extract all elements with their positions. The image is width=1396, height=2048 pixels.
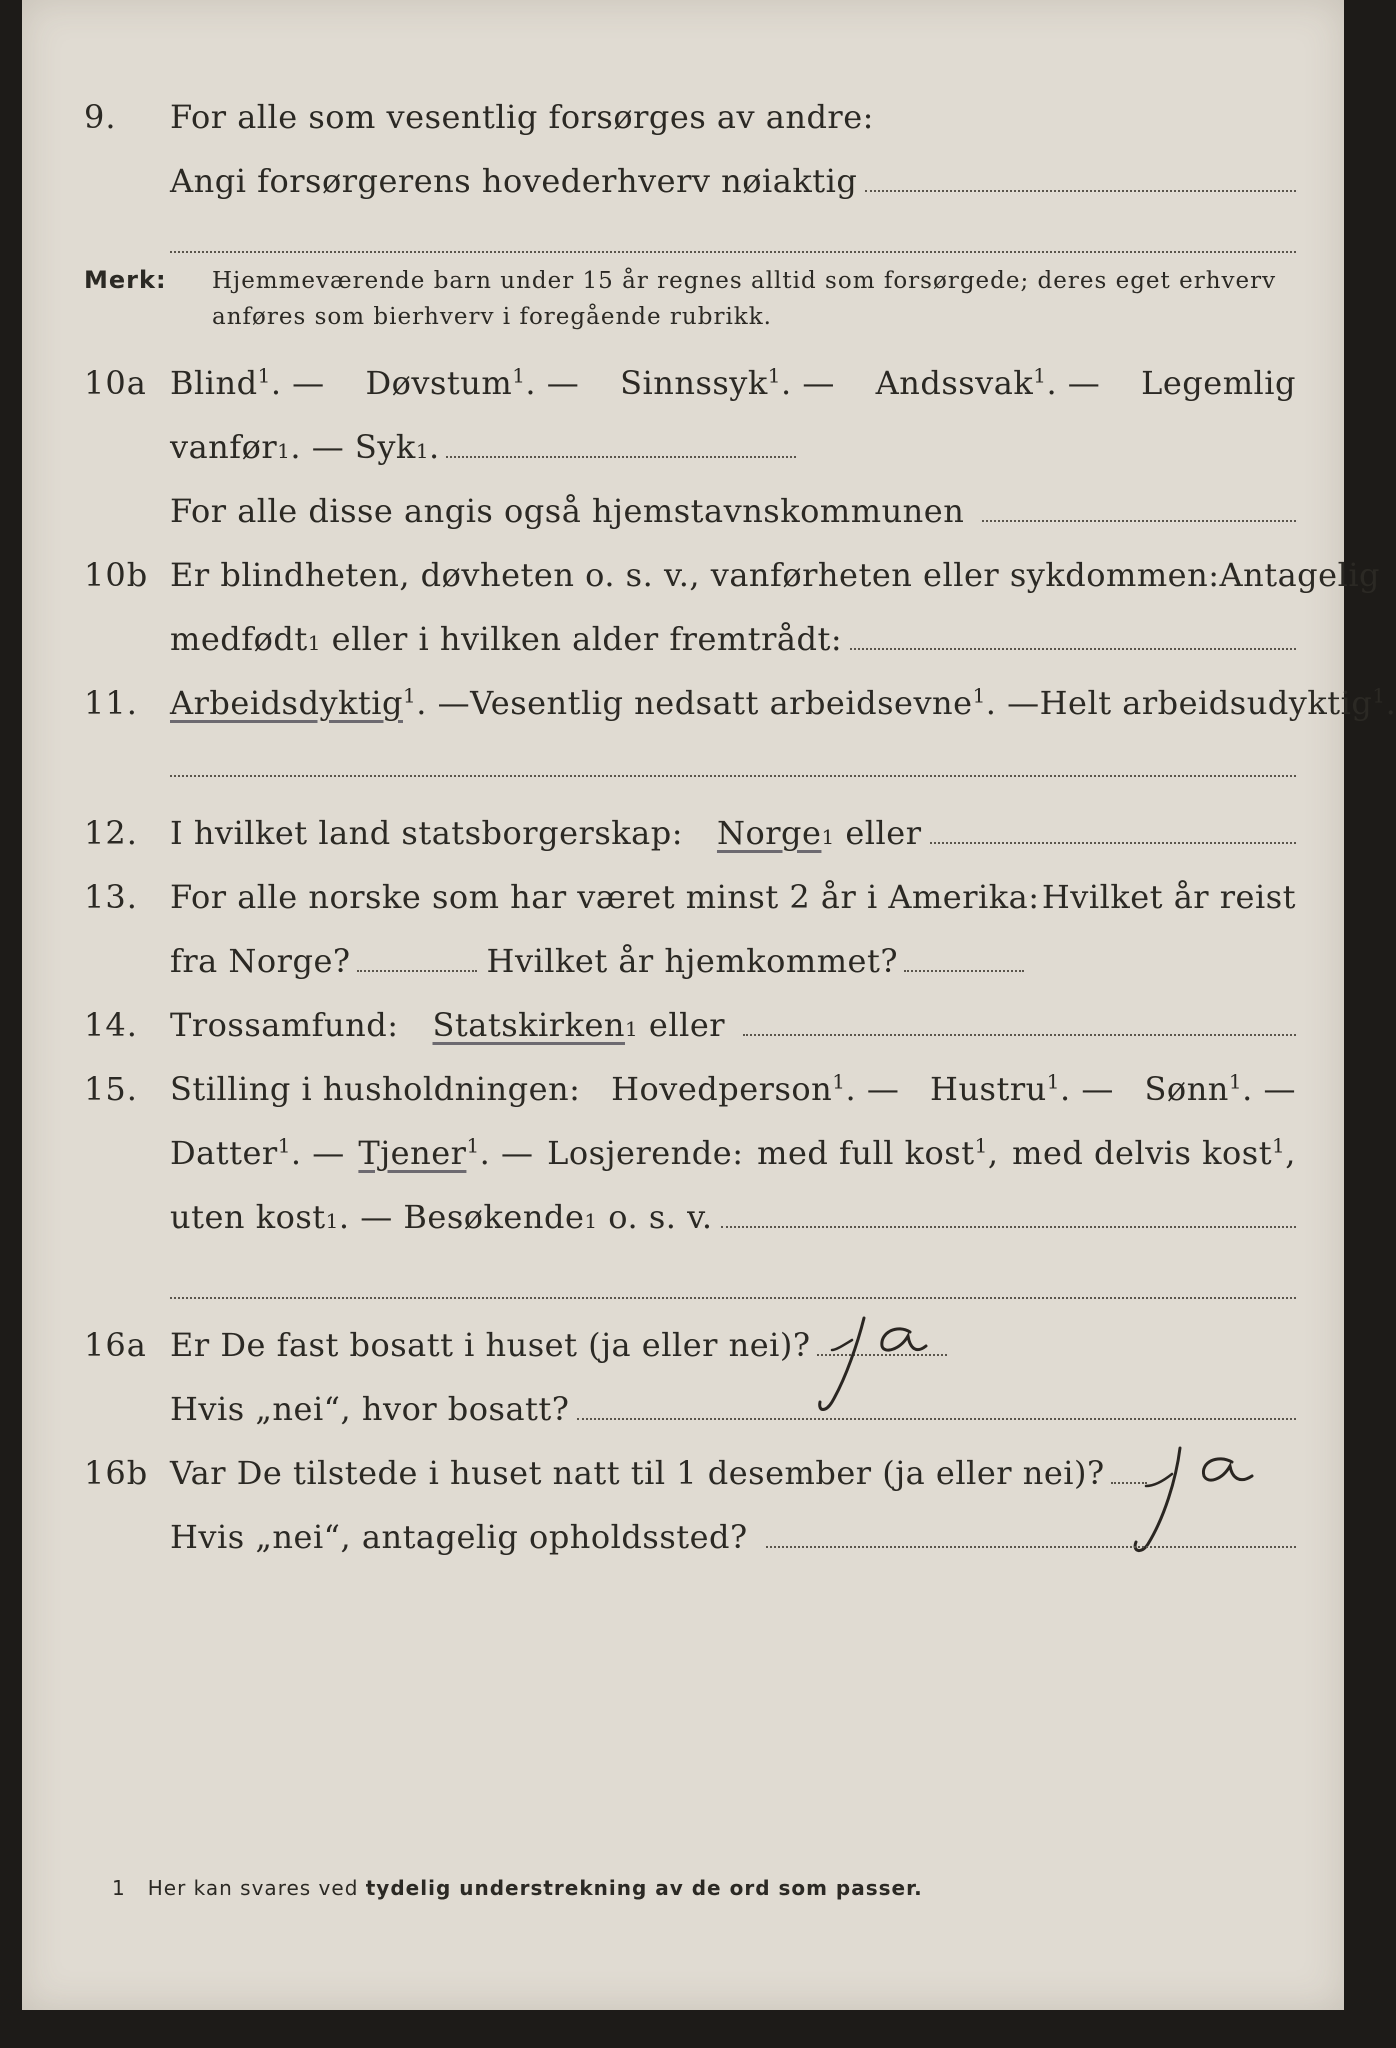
- question-12: 12. I hvilket land statsborgerskap: Norge 1 eller: [22, 808, 1344, 868]
- option-vanfor[interactable]: vanfør: [170, 428, 278, 466]
- question-number: 15.: [84, 1070, 138, 1108]
- answer-field[interactable]: [766, 1545, 1296, 1548]
- question-text: Trossamfund:: [170, 1006, 399, 1044]
- question-10b: [22, 550, 1381, 610]
- answer-field[interactable]: [170, 774, 1296, 777]
- answer-field[interactable]: [982, 519, 1296, 522]
- note-text: anføres som bierhverv i foregående rubrikk.: [212, 304, 772, 330]
- option-sinnssyk[interactable]: Sinnssyk: [620, 364, 768, 402]
- option-losjerende: Losjerende:: [547, 1134, 744, 1172]
- question-text: fra Norge?: [170, 942, 351, 980]
- answer-field[interactable]: [850, 647, 1296, 650]
- answer-field[interactable]: [357, 969, 477, 972]
- question-number: 11.: [84, 684, 138, 722]
- option-uten-kost[interactable]: uten kost: [170, 1198, 326, 1236]
- question-9: [22, 92, 1344, 152]
- option-tjener[interactable]: Tjener: [358, 1134, 467, 1172]
- option-dovstum[interactable]: Døvstum: [365, 364, 513, 402]
- question-number: 14.: [84, 1006, 138, 1044]
- question-text: For alle som vesentlig forsørges av andre:: [170, 98, 874, 136]
- option-antagelig[interactable]: Antagelig: [1219, 556, 1381, 594]
- option-nedsatt[interactable]: Vesentlig nedsatt arbeidsevne: [470, 684, 973, 722]
- answer-field[interactable]: [904, 969, 1024, 972]
- answer-field[interactable]: [930, 841, 1297, 844]
- footnote: 1 Her kan svares ved tydelig understrekning av de ord som passer.: [112, 1876, 923, 1900]
- question-text: Hvis „nei“, hvor bosatt?: [170, 1390, 570, 1428]
- option-datter[interactable]: Datter: [170, 1134, 278, 1172]
- question-13-line-2: [22, 936, 1344, 996]
- option-norge[interactable]: Norge: [716, 814, 822, 852]
- answer-field[interactable]: [170, 1296, 1296, 1299]
- question-number: 12.: [84, 814, 138, 852]
- option-syk[interactable]: Syk: [354, 428, 416, 466]
- answer-field[interactable]: [170, 250, 1296, 253]
- option-statskirken[interactable]: Statskirken: [432, 1006, 625, 1044]
- question-13: [22, 872, 1344, 932]
- note-text: Hjemmeværende barn under 15 år regnes alltid som forsørgede; deres eget erhverv: [212, 268, 1277, 294]
- answer-field[interactable]: [865, 189, 1296, 192]
- answer-field[interactable]: [743, 1033, 1296, 1036]
- question-11: 11. Arbeidsdyktig$^1$. — Vesentlig nedsatt arbeidsevne$^1$. — Helt arbeidsudyktig$^1$.: [84, 683, 1396, 722]
- question-number: 16a: [84, 1326, 147, 1364]
- question-text: For alle disse angis også hjemstavnskommunen: [170, 492, 965, 530]
- option-hustru[interactable]: Hustru: [930, 1070, 1047, 1108]
- question-text: For alle norske som har været minst 2 år i Amerika:: [170, 878, 1040, 916]
- option-udyktig[interactable]: Helt arbeidsudyktig: [1039, 684, 1373, 722]
- question-text: Er De fast bosatt i huset (ja eller nei)?: [170, 1326, 811, 1364]
- question-10a: 10a Blind$^1$. — Døvstum$^1$. — Sinnssyk$^1$. — Andssvak$^1$. — Legemlig: [84, 363, 1296, 402]
- question-16b-line-2: [22, 1512, 1344, 1572]
- question-text: Var De tilstede i huset natt til 1 desember (ja eller nei)?: [170, 1454, 1105, 1492]
- question-15-line-3: uten kost 1 . — Besøkende 1 o. s. v.: [22, 1192, 1344, 1252]
- option-blind[interactable]: Blind: [170, 364, 258, 402]
- question-10a-line-2: vanfør 1 . — Syk 1 .: [22, 422, 1344, 482]
- question-16a: [22, 1320, 1344, 1380]
- question-text: Stilling i husholdningen:: [170, 1070, 581, 1108]
- census-form-page: [22, 0, 1396, 2010]
- option-full-kost[interactable]: med full kost: [757, 1134, 975, 1172]
- answer-field[interactable]: [721, 1225, 1296, 1228]
- question-number: 10a: [84, 364, 147, 402]
- question-number: 13.: [84, 878, 138, 916]
- question-text: Angi forsørgerens hovederhverv nøiaktig: [170, 162, 858, 200]
- question-15: 15. Stilling i husholdningen: Hovedperson$^1$. — Hustru$^1$. — Sønn$^1$. —: [84, 1069, 1296, 1108]
- option-hovedperson[interactable]: Hovedperson: [611, 1070, 833, 1108]
- question-15-line-2: Datter$^1$. — Tjener$^1$. — Losjerende: med full kost$^1$, med delvis kost$^1$,: [170, 1133, 1296, 1172]
- question-10a-line-3: [22, 486, 1344, 546]
- question-number: 9.: [84, 98, 117, 136]
- question-number: 10b: [84, 556, 149, 594]
- question-text: I hvilket land statsborgerskap:: [170, 814, 683, 852]
- answer-field[interactable]: [577, 1417, 1296, 1420]
- option-andssvak[interactable]: Andssvak: [875, 364, 1034, 402]
- question-text: Hvilket år reist: [1041, 878, 1296, 916]
- question-number: 16b: [84, 1454, 149, 1492]
- question-10b-line-2: medfødt 1 eller i hvilken alder fremtrådt:: [22, 614, 1344, 674]
- question-text: Hvis „nei“, antagelig opholdssted?: [170, 1518, 748, 1556]
- question-9-line-2: [22, 156, 1344, 216]
- option-arbeidsdyktig[interactable]: Arbeidsdyktig: [170, 684, 403, 722]
- note-label: Merk:: [84, 266, 167, 294]
- question-text: Hvilket år hjemkommet?: [486, 942, 898, 980]
- option-legemlig[interactable]: Legemlig: [1141, 364, 1296, 402]
- option-besokende[interactable]: Besøkende: [403, 1198, 585, 1236]
- question-14: 14. Trossamfund: Statskirken 1 eller: [22, 1000, 1344, 1060]
- answer-field[interactable]: [446, 455, 796, 458]
- question-16a-line-2: [22, 1384, 1344, 1444]
- question-text: Er blindheten, døvheten o. s. v., vanførheten eller sykdommen:: [170, 556, 1220, 594]
- option-medfodt[interactable]: medfødt: [170, 620, 308, 658]
- question-text: eller i hvilken alder fremtrådt:: [331, 620, 843, 658]
- option-delvis-kost[interactable]: med delvis kost: [1012, 1134, 1273, 1172]
- option-sonn[interactable]: Sønn: [1144, 1070, 1229, 1108]
